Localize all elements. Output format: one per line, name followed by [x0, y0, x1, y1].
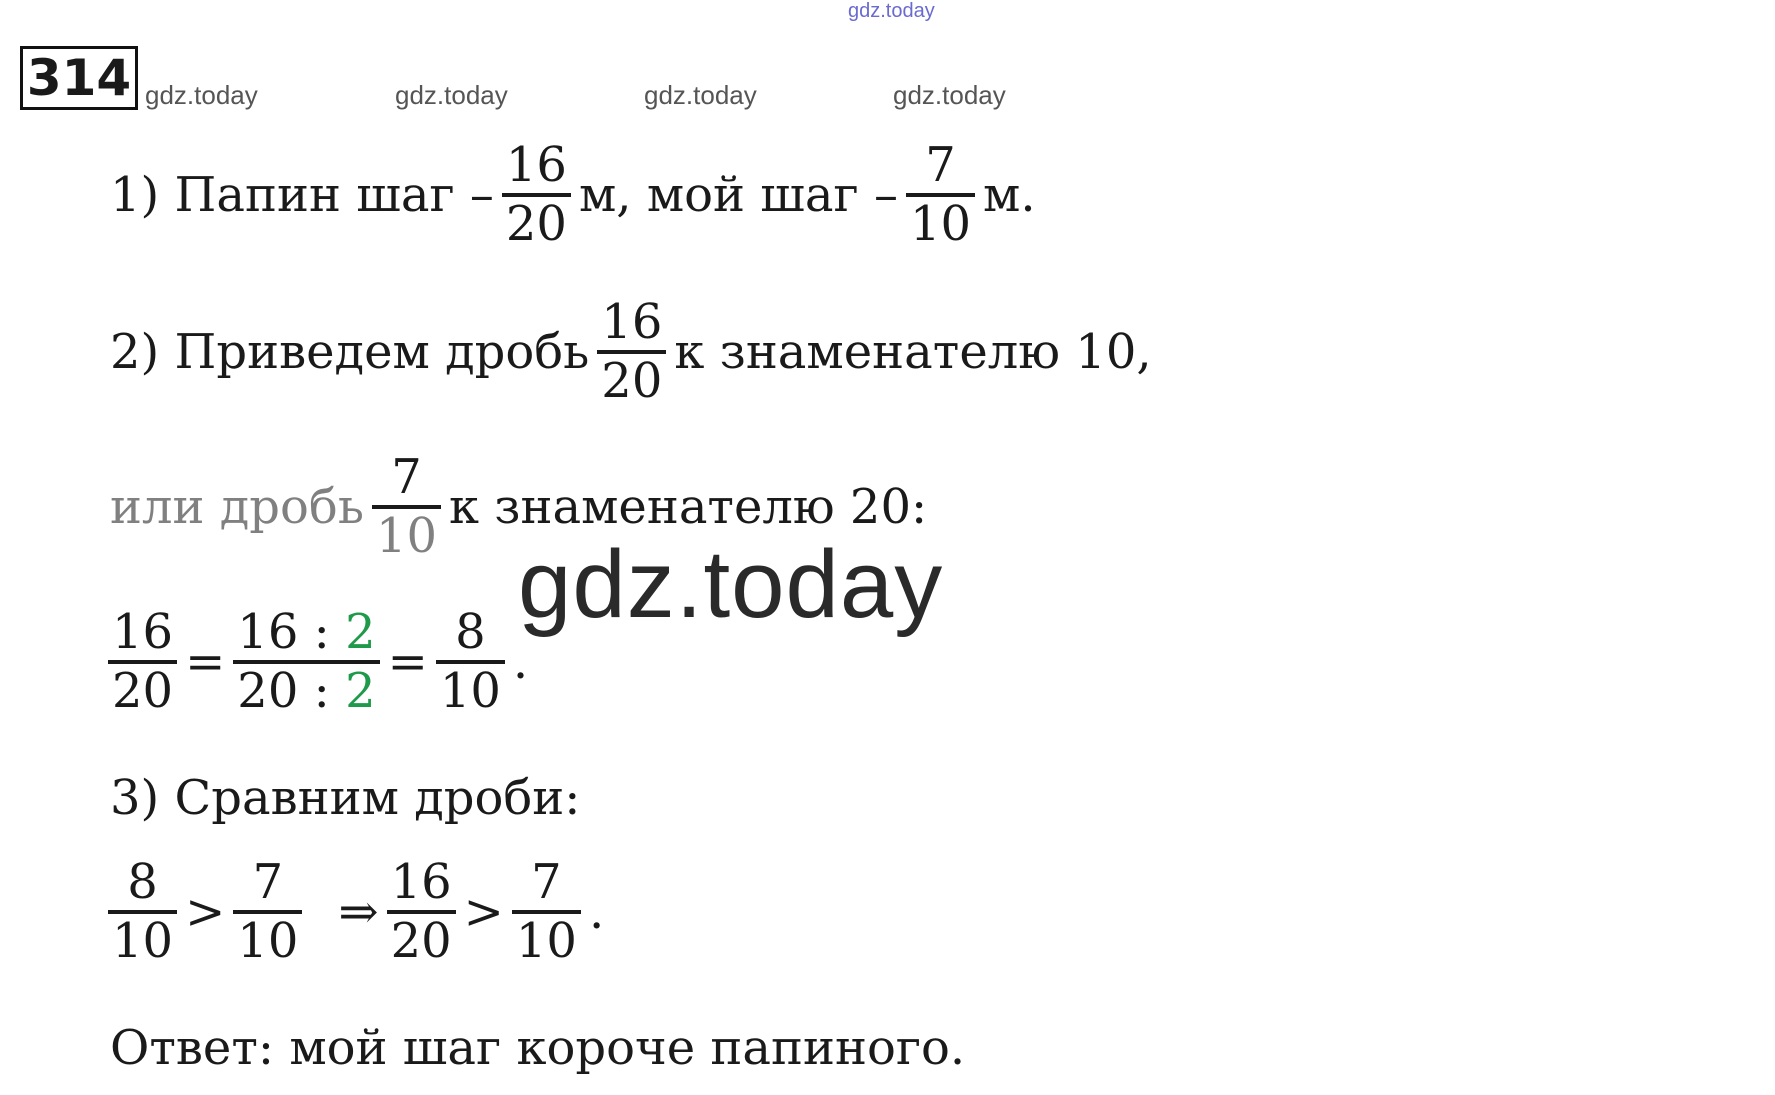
watermark: gdz.today: [644, 80, 757, 110]
period: .: [588, 884, 605, 941]
divisor: 2: [345, 663, 376, 720]
calculation: [100, 605, 528, 719]
fraction: [597, 295, 666, 409]
numerator: 16: [112, 604, 174, 660]
period: .: [512, 634, 529, 691]
watermark: gdz.today: [145, 80, 258, 110]
denominator: 10: [375, 508, 438, 565]
denominator: 20: [505, 196, 567, 253]
numerator: 16: [390, 854, 452, 910]
denominator: 20: [390, 913, 452, 970]
fraction: [502, 138, 571, 252]
step-3-prefix: или дробь: [110, 479, 364, 536]
answer: [110, 1020, 965, 1076]
fraction: [512, 855, 581, 969]
denominator: [233, 664, 379, 719]
equals-sign: =: [387, 634, 428, 691]
denominator: 20: [601, 353, 663, 410]
fraction: [372, 450, 441, 564]
fraction: [906, 138, 975, 252]
equals-sign: =: [185, 634, 226, 691]
fraction: [108, 855, 177, 969]
watermark: gdz.today: [395, 80, 508, 110]
step-2-suffix: к знаменателю 10,: [674, 324, 1152, 381]
step-2-prefix: 2) Приведем дробь: [110, 324, 590, 381]
implies-arrow: ⇒: [338, 884, 379, 941]
denominator: 10: [112, 913, 174, 970]
divisor: 2: [345, 604, 376, 660]
numerator: 8: [455, 604, 486, 660]
denominator-text: 20 :: [237, 663, 346, 720]
numerator: 7: [252, 854, 284, 910]
fraction: [108, 605, 177, 719]
denominator: 10: [909, 196, 972, 253]
watermark: gdz.today: [893, 80, 1006, 110]
watermark-top: gdz.today: [848, 0, 935, 22]
greater-than-sign: >: [463, 884, 504, 941]
step-3: [110, 770, 580, 826]
answer-text: Ответ: мой шаг короче папиного.: [110, 1020, 966, 1076]
numerator: 8: [127, 854, 158, 910]
denominator: 10: [237, 913, 299, 970]
denominator: 20: [112, 663, 174, 720]
step-2: [110, 295, 1152, 409]
step-1: [110, 138, 1036, 252]
step-1-suffix: м.: [983, 167, 1036, 224]
step-3-text: 3) Сравним дроби:: [110, 770, 581, 826]
fraction: [233, 605, 379, 719]
greater-than-sign: >: [185, 884, 226, 941]
step-3-suffix: к знаменателю 20:: [449, 479, 928, 536]
step-1-prefix: 1) Папин шаг –: [110, 167, 494, 224]
numerator: 16: [601, 294, 663, 350]
numerator: 7: [925, 137, 956, 193]
fraction: [233, 855, 302, 969]
step-1-mid: м, мой шаг –: [578, 167, 898, 224]
comparison: [100, 855, 604, 969]
numerator: [233, 605, 379, 660]
denominator: 10: [515, 913, 577, 970]
fraction: [387, 855, 456, 969]
watermark-large: gdz.today: [518, 531, 944, 638]
problem-number: 314: [20, 46, 138, 110]
numerator: 7: [531, 854, 562, 910]
numerator: 7: [391, 449, 422, 505]
fraction: [436, 605, 505, 719]
denominator: 10: [439, 663, 501, 720]
numerator-text: 16 :: [237, 604, 346, 660]
numerator: 16: [505, 137, 567, 193]
